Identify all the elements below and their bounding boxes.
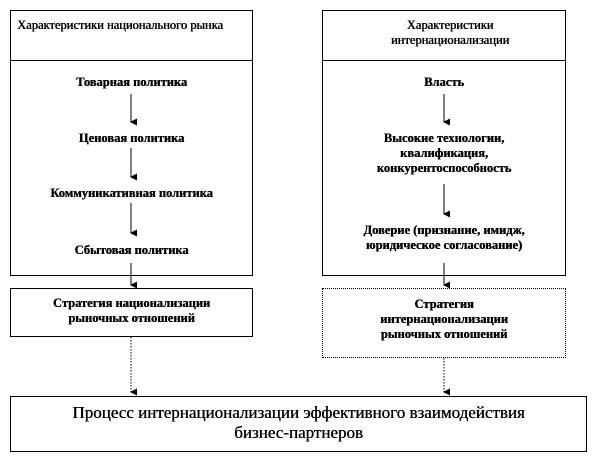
left-header-title: Характеристики национального рынка xyxy=(17,18,223,32)
right-strategy-text: Стратегия интернационализации рыночных отношений xyxy=(380,297,508,341)
left-strategy-text: Стратегия национализации рыночных отношений xyxy=(52,296,211,325)
left-step-sales-policy: Сбытовая политика xyxy=(74,243,189,257)
left-step-communication-policy: Коммуникативная политика xyxy=(50,186,213,200)
right-step-power: Власть xyxy=(424,75,464,89)
right-step-trust: Доверие (признание, имидж, юридическое согласование) xyxy=(363,223,525,252)
left-step-product-policy: Товарная политика xyxy=(75,75,188,89)
final-process-text: Процесс интернационализации эффективного взаимодействия бизнес-партнеров xyxy=(72,403,525,442)
right-header-title: Характеристики интернационализации xyxy=(390,18,510,47)
right-step-high-technology: Высокие технологии, квалификация, конкурентоспособность xyxy=(376,131,512,175)
left-step-price-policy: Ценовая политика xyxy=(78,131,185,145)
